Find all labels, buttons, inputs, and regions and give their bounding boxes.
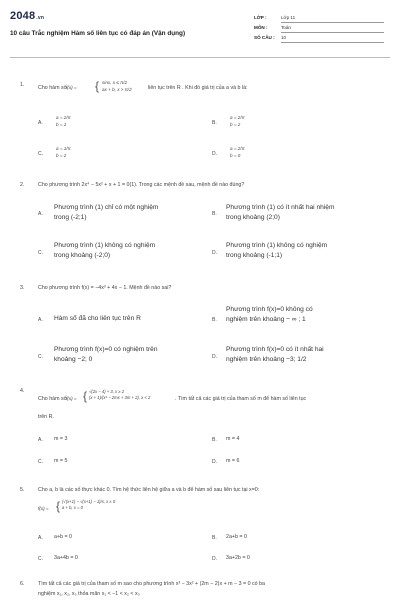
q1-option-a[interactable] bbox=[56, 115, 71, 129]
q3-option-d-line2: nghiệm trên khoảng −3; 1/2 bbox=[226, 355, 307, 363]
question-5-text: Cho a, b là các số thực khác 0. Tìm hệ thức liên hệ giữa a và b để hàm số sau liên tục tại x=0: bbox=[38, 487, 260, 493]
info-box bbox=[254, 15, 384, 45]
q3-option-c[interactable] bbox=[54, 345, 157, 364]
q3-option-b-line1: Phương trình f(x)=0 không có bbox=[226, 306, 313, 313]
q2-option-c-line2: trong khoảng (-2;0) bbox=[54, 251, 111, 259]
q1-option-b-label[interactable]: B. bbox=[212, 120, 217, 126]
q1-option-a-label[interactable]: A. bbox=[38, 120, 43, 126]
q3-option-b[interactable] bbox=[226, 305, 313, 324]
class-value: Lớp 11 bbox=[281, 15, 384, 23]
q5-option-c-label[interactable]: C. bbox=[38, 556, 43, 562]
question-1-pieces bbox=[102, 80, 132, 94]
q3-option-a-line1: Hàm số đã cho liên tục trên R bbox=[54, 315, 141, 322]
q4-option-a-label[interactable]: A. bbox=[38, 437, 43, 443]
q3-option-c-line1: Phương trình f(x)=0 có nghiệm trên bbox=[54, 346, 158, 353]
header-divider bbox=[10, 57, 390, 58]
question-5-piece-2: a + b, x = 0 bbox=[62, 505, 83, 511]
q2-option-a-line1: Phương trình (1) chỉ có một nghiệm bbox=[54, 204, 159, 211]
question-4-piece-2: (x + 1)/(x² − 2mx + 3m + 2), x < 2 bbox=[89, 395, 151, 401]
class-label: LỚP : bbox=[254, 15, 267, 20]
question-5-number: 5. bbox=[20, 487, 25, 493]
q3-option-d[interactable] bbox=[226, 345, 324, 364]
q1-option-b[interactable] bbox=[230, 115, 245, 129]
q3-option-b-line2: nghiệm trên khoảng − ∞ ; 1 bbox=[226, 315, 306, 323]
q5-option-a[interactable]: a+b = 0 bbox=[54, 534, 72, 540]
question-1-fx: f(x) = bbox=[66, 85, 77, 90]
logo-text: 2048 bbox=[10, 10, 36, 22]
logo-suffix: .vn bbox=[36, 15, 45, 21]
q4-option-c[interactable]: m = 5 bbox=[54, 458, 68, 464]
q4-option-b-label[interactable]: B. bbox=[212, 437, 217, 443]
question-2-text: Cho phương trình 2x⁴ − 5x² + x + 1 = 0(1). Trong các mệnh đề sau, mệnh đề nào đúng? bbox=[38, 182, 245, 188]
q3-option-c-line2: khoảng −2; 0 bbox=[54, 355, 93, 363]
q2-option-b-line2: trong khoảng (2;0) bbox=[226, 213, 280, 221]
q2-option-c-line1: Phương trình (1) không có nghiệm bbox=[54, 242, 156, 249]
question-5-brace: { bbox=[56, 499, 61, 513]
q1-option-d-line2: b = 0 bbox=[230, 152, 241, 158]
q4-option-d[interactable]: m = 6 bbox=[226, 458, 240, 464]
site-logo[interactable] bbox=[10, 10, 44, 22]
q1-option-d-label[interactable]: D. bbox=[212, 151, 217, 157]
q3-option-d-line1: Phương trình f(x)=0 có ít nhất hai bbox=[226, 346, 324, 353]
subject-label: MÔN : bbox=[254, 25, 268, 30]
q3-option-a-label[interactable]: A. bbox=[38, 317, 43, 323]
question-5-piece-1: (√(x+1) − √(x+1) − 1)/x, x ≠ 0 bbox=[62, 499, 116, 504]
question-3-number: 3. bbox=[20, 285, 25, 291]
question-5-pieces bbox=[62, 499, 115, 512]
subject-value: Toán bbox=[281, 25, 384, 33]
question-2-number: 2. bbox=[20, 182, 25, 188]
count-row bbox=[254, 35, 384, 45]
question-1-piece-2: ax + b, x > π/2 bbox=[102, 86, 132, 92]
question-5-fx: f(x) = bbox=[38, 506, 49, 511]
q5-option-c[interactable]: 3a+4b = 0 bbox=[54, 555, 78, 561]
q3-option-c-label[interactable]: C. bbox=[38, 354, 43, 360]
question-4-post2: trên R. bbox=[38, 414, 54, 420]
class-row bbox=[254, 15, 384, 25]
q1-option-c[interactable] bbox=[56, 146, 71, 160]
question-1-number: 1. bbox=[20, 82, 25, 88]
q1-option-c-line1: a = 1/π bbox=[56, 146, 71, 151]
q4-option-a[interactable]: m = 3 bbox=[54, 436, 68, 442]
q2-option-d-label[interactable]: D. bbox=[212, 250, 217, 256]
q1-option-a-line1: a = 2/π bbox=[56, 115, 71, 120]
q2-option-b-label[interactable]: B. bbox=[212, 211, 217, 217]
q1-option-d-line1: a = 2/π bbox=[230, 146, 245, 151]
q1-option-b-line2: b = 2 bbox=[230, 121, 241, 127]
q2-option-d-line1: Phương trình (1) không có nghiệm bbox=[226, 242, 328, 249]
question-4-post: . Tìm tất cả các giá trị của tham số m để hàm số liên tục bbox=[175, 396, 307, 402]
q3-option-a[interactable] bbox=[54, 314, 141, 324]
q1-option-b-line1: a = 2/π bbox=[230, 115, 245, 120]
question-1-post: liên tục trên R . Khi đó giá trị của a và b là: bbox=[148, 85, 248, 91]
question-1-pre: Cho hàm số bbox=[38, 85, 67, 91]
q4-option-c-label[interactable]: C. bbox=[38, 459, 43, 465]
q2-option-a[interactable] bbox=[54, 203, 158, 222]
q2-option-d-line2: trong khoảng (-1;1) bbox=[226, 251, 283, 259]
count-value: 10 bbox=[281, 35, 384, 43]
question-6-line2: nghiệm x₁, x₂, x₃ thỏa mãn x₁ < −1 < x₂ < x₃ bbox=[38, 591, 140, 597]
question-4-pieces bbox=[89, 389, 150, 402]
question-1-piece-1: sinx, x ≤ π/2 bbox=[102, 80, 128, 85]
q5-option-d[interactable]: 3a+2b = 0 bbox=[226, 555, 250, 561]
q5-option-d-label[interactable]: D. bbox=[212, 556, 217, 562]
count-label: SỐ CÂU : bbox=[254, 35, 275, 40]
q2-option-c-label[interactable]: C. bbox=[38, 250, 43, 256]
q1-option-a-line2: b = 1 bbox=[56, 121, 67, 127]
q1-option-c-label[interactable]: C. bbox=[38, 151, 43, 157]
q1-option-c-line2: b = 2 bbox=[56, 152, 67, 158]
q4-option-b[interactable]: m = 4 bbox=[226, 436, 240, 442]
question-6-line1: Tìm tất cả các giá trị của tham số m sao cho phương trình x³ − 3x² + (2m − 2)x + m − 3 = 0 có ba bbox=[38, 581, 265, 587]
q2-option-a-line2: trong (-2;1) bbox=[54, 213, 87, 221]
q5-option-b[interactable]: 2a+b = 0 bbox=[226, 534, 247, 540]
q2-option-b-line1: Phương trình (1) có ít nhất hai nhiệm bbox=[226, 204, 335, 211]
q5-option-a-label[interactable]: A. bbox=[38, 535, 43, 541]
q5-option-b-label[interactable]: B. bbox=[212, 535, 217, 541]
question-4-pre: Cho hàm số bbox=[38, 396, 67, 402]
document-title: 10 câu Trắc nghiệm Hàm số liên tục có đáp án (Vận dụng) bbox=[10, 30, 186, 37]
q2-option-c[interactable] bbox=[54, 241, 155, 260]
subject-row bbox=[254, 25, 384, 35]
q3-option-b-label[interactable]: B. bbox=[212, 317, 217, 323]
question-4-fx: f(x) = bbox=[66, 396, 77, 401]
q2-option-a-label[interactable]: A. bbox=[38, 211, 43, 217]
q2-option-b[interactable] bbox=[226, 203, 334, 222]
question-4-piece-1: √(2x − 4) + 3, x ≥ 2 bbox=[89, 389, 125, 394]
question-3-text: Cho phương trình f(x) = −4x³ + 4x − 1. Mệnh đề nào sai? bbox=[38, 285, 172, 291]
q2-option-d[interactable] bbox=[226, 241, 327, 260]
q3-option-d-label[interactable]: D. bbox=[212, 354, 217, 360]
question-4-number: 4. bbox=[20, 388, 25, 394]
question-6-number: 6. bbox=[20, 581, 25, 587]
q4-option-d-label[interactable]: D. bbox=[212, 459, 217, 465]
q1-option-d[interactable] bbox=[230, 146, 245, 160]
question-1-brace: { bbox=[95, 79, 100, 93]
question-4-brace: { bbox=[83, 389, 88, 403]
